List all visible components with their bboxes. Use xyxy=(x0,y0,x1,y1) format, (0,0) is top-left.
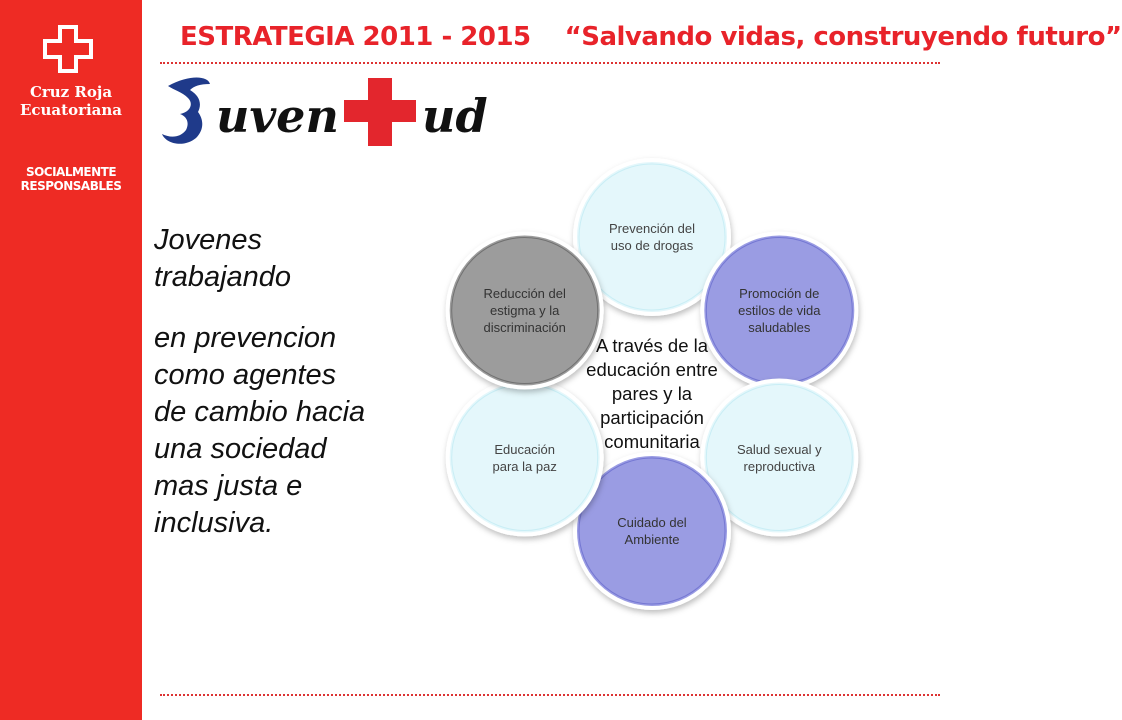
org-name-line1: Cruz Roja xyxy=(29,83,113,101)
paragraph-line: como agentes xyxy=(154,359,337,391)
node-drug-prevention-label xyxy=(587,197,717,277)
node-label-text xyxy=(738,285,820,336)
node-label-line: Reducción del xyxy=(483,286,566,301)
center-line: pares y la xyxy=(611,383,693,404)
center-line: comunitaria xyxy=(604,431,700,452)
node-label-text xyxy=(609,220,695,254)
node-sexual-health-label xyxy=(714,418,844,498)
paragraph-line: de cambio hacia xyxy=(154,396,366,428)
paragraph-line: una sociedad xyxy=(154,433,327,465)
node-environment-care-label xyxy=(587,491,717,571)
node-stigma-reduction-label xyxy=(460,271,590,351)
center-line: participación xyxy=(600,407,704,428)
strategy-title: ESTRATEGIA 2011 - 2015 xyxy=(180,22,531,52)
motto-title: “Salvando vidas, construyendo futuro” xyxy=(564,22,1122,52)
logo-text-left: uven xyxy=(216,89,339,143)
center-line: A través de la xyxy=(595,335,709,356)
node-label-line: uso de drogas xyxy=(610,238,694,253)
logo-text-right: ud xyxy=(422,89,488,143)
paragraph-line: mas justa e xyxy=(154,470,303,502)
node-label-line: saludables xyxy=(748,320,811,335)
node-label-line: Educación xyxy=(494,441,556,457)
node-healthy-lifestyles-label xyxy=(714,271,844,351)
paragraph-line: inclusiva. xyxy=(154,507,274,539)
node-peace-education-label xyxy=(460,418,590,498)
node-label-line: estilos de vida xyxy=(738,303,821,318)
node-label-line: discriminación xyxy=(483,320,566,335)
center-line: educación entre xyxy=(586,359,718,380)
tagline-line1: SOCIALMENTE xyxy=(25,165,117,179)
tagline-line2: RESPONSABLES xyxy=(20,179,122,193)
intro-line2: trabajando xyxy=(154,261,292,293)
paragraph-line: en prevencion xyxy=(154,322,337,354)
node-label-line: Prevención del xyxy=(609,221,695,236)
node-label-text xyxy=(737,441,822,475)
node-label-line: Promoción de xyxy=(739,286,820,301)
node-label-text xyxy=(493,441,557,475)
node-label-text xyxy=(617,514,686,548)
node-label-text xyxy=(483,285,565,336)
node-label-line: para la paz xyxy=(492,458,557,474)
node-label-line: Ambiente xyxy=(624,532,680,547)
node-label-line: Salud sexual y xyxy=(737,441,822,457)
node-label-line: estigma y la xyxy=(489,303,560,318)
intro-line1: Jovenes xyxy=(154,224,263,256)
node-label-line: reproductiva xyxy=(743,458,816,474)
node-label-line: Cuidado del xyxy=(617,515,687,530)
org-name-line2: Ecuatoriana xyxy=(19,101,123,119)
